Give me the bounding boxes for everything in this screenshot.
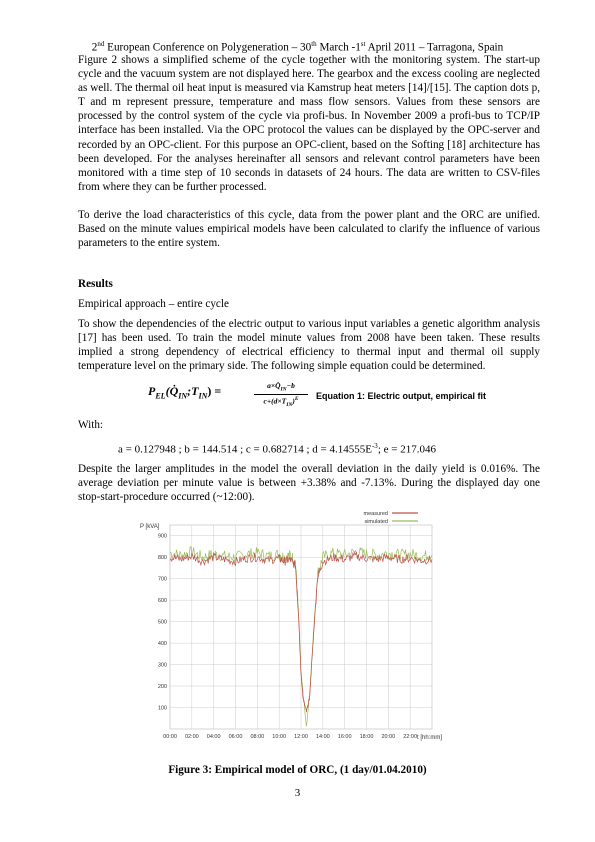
x-tick-label: 12:00 [294,734,308,740]
x-tick-label: 10:00 [272,734,287,740]
x-tick-label: 18:00 [359,734,374,740]
y-tick-label: 100 [157,705,167,712]
y-axis-label: P [kVA] [140,524,160,530]
x-tick-label: 08:00 [250,734,265,740]
x-tick-label: 06:00 [228,734,243,740]
x-tick-label: 00:00 [163,734,177,740]
paragraph-deviation: Despite the larger amplitudes in the model the overall deviation in the daily yield is 0.016%. The average deviation per minute value is between +3.38% and -7.13%. During the displayed day one stop-start-procedure occurred (~12:00). [78,463,540,504]
x-tick-label: 14:00 [315,734,330,740]
y-ticks [158,534,167,712]
y-tick-label: 200 [157,684,167,691]
legend-label-simulated: simulated [364,519,388,525]
y-tick-label: 400 [157,641,167,648]
x-tick-label: 02:00 [184,734,199,740]
y-tick-label: 900 [157,533,167,540]
x-axis-label: t [hh:mm] [416,735,442,741]
x-ticks [163,734,417,740]
equation-lhs: $P_{EL}(Q̇_{IN};T_{IN})$ = [148,384,222,401]
figure-caption: Figure 3: Empirical model of ORC, (1 day/01.04.2010) [168,764,427,776]
y-tick-label: 500 [157,619,167,626]
conference-header: 2nd European Conference on Polygeneration – 30th March -1st April 2011 – Tarragona, Spain [91,40,504,54]
coefficients: a = 0.127948 ; b = 144.514 ; c = 0.682714 ; $d = 4.14555E^{-3}$; e = 217.046 [118,442,436,456]
x-tick-label: 22:00 [403,734,418,740]
x-tick-label: 16:00 [337,734,352,740]
section-heading-results: Results [78,278,113,290]
x-tick-label: 20:00 [381,734,396,740]
equation-fraction: $a\times Q̇_{IN}-b$ $c+(d\times T_{IN})^E$ [254,381,308,408]
legend-label-measured: measured [363,511,388,517]
y-tick-label: 300 [157,662,167,669]
line-chart-svg [140,507,450,753]
paragraph-genetic: To show the dependencies of the electric output to various input variables a genetic algorithm analysis [17] has been used. To train the model minute values from 2008 have been taken. These results implied a strong dependency of electrical efficiency to thermal input and thermal oil supply temperature level on the primary side. The following simple equation could be determined. [78,318,540,373]
subsection-heading: Empirical approach – entire cycle [78,298,229,310]
paragraph-load: To derive the load characteristics of this cycle, data from the power plant and the ORC are unified. Based on the minute values empirical models have been calculated to clarify the influence of various parameters to the entire system. [78,209,540,250]
with-label: With: [78,419,104,431]
x-tick-label: 04:00 [206,734,221,740]
chart-legend [364,511,418,525]
figure-3-chart [140,507,450,753]
page-number: 3 [294,787,301,799]
paragraph-figure2: Figure 2 shows a simplified scheme of the cycle together with the monitoring system. The start-up cycle and the vacuum system are not displayed here. The gearbox and the excess cooling are neglected as well. The thermal oil heat input is measured via Kamstrup heat meters [14]/[15]. The caption dots p, T and m represent pressure, temperature and mass flow sensors. Values from these sensors are processed by the control system of the cycle via profi-bus. In November 2009 a profi-bus to TCP/IP interface has been installed. Via the OPC protocol the values can be displayed by the OPC-server and recorded by an OPC-client. For this purpose an OPC-client, based on the Softing [18] architecture has been developed. For the analyses hereinafter all sensors and relevant control parameters have been monitored with a time step of 10 seconds in datasets of 24 hours. The data are written to CSV-files from where they can be further processed. [78,54,540,193]
y-tick-label: 800 [157,555,167,562]
y-tick-label: 600 [157,598,167,605]
equation-label: Equation 1: Electric output, empirical fit [316,391,487,401]
y-tick-label: 700 [157,576,167,583]
